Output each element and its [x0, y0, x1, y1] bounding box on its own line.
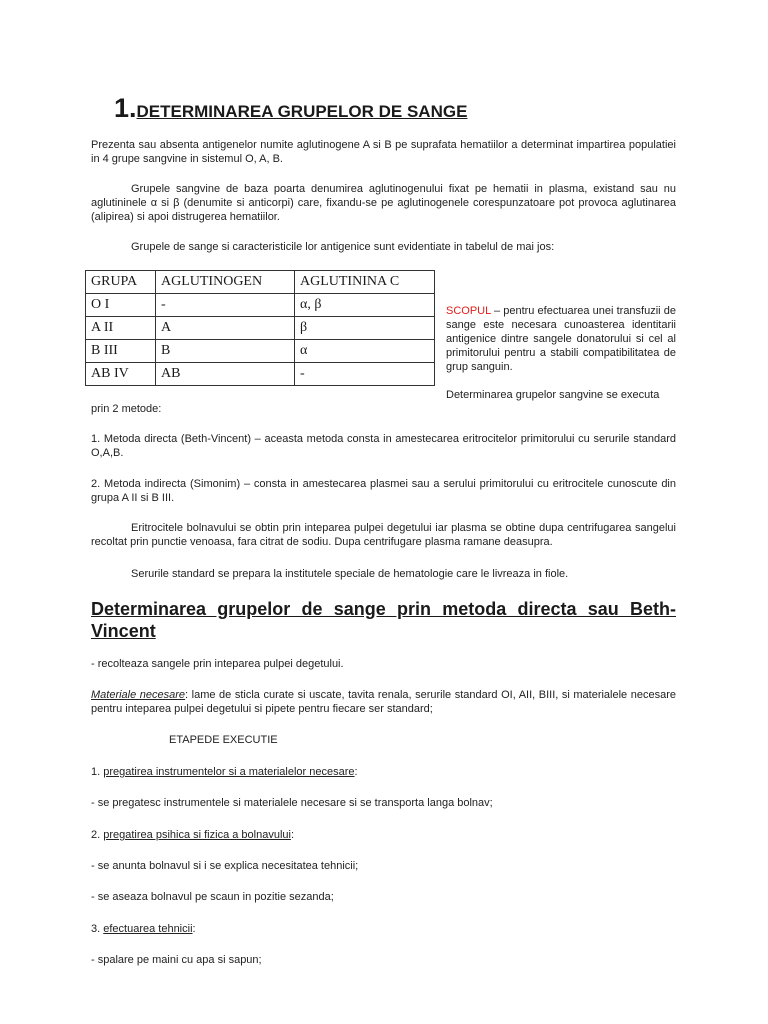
step-1-text: - se pregatesc instrumentele si materialele necesare si se transporta langa bolnav;	[91, 797, 493, 809]
step-2-number: 2.	[91, 829, 104, 841]
method-directa: 1. Metoda directa (Beth-Vincent) – aceasta metoda consta in amestecarea eritrocitelor primitorului cu serurile standard O,A,B.	[91, 433, 676, 459]
table-cell: AB IV	[86, 363, 156, 386]
step-3-label: efectuarea tehnicii	[103, 923, 193, 935]
title-number: 1.	[114, 93, 137, 123]
steps-title: ETAPEDE EXECUTIE	[169, 734, 278, 746]
intro-paragraph-3: Grupele de sange si caracteristicile lor antigenice sunt evidentiate in tabelul de mai jos:	[131, 241, 555, 253]
table-row	[86, 363, 435, 386]
table-cell: -	[295, 363, 435, 386]
table-row	[86, 340, 435, 363]
table-header-cell: GRUPA	[86, 271, 156, 294]
materials-paragraph	[91, 688, 676, 716]
table-row	[86, 294, 435, 317]
table-cell: O I	[86, 294, 156, 317]
note-eritrocite: Eritrocitele bolnavului se obtin prin inteparea pulpei degetului iar plasma se obtine dupa centrifugarea sangelui recoltat prin punctie venoasa, fara citrat de sodiu. Dupa centrifugare plasma ramane deasupra.	[91, 522, 676, 548]
materials-label: Materiale necesare	[91, 689, 186, 701]
table-header-row	[86, 271, 435, 294]
table-cell: AB	[156, 363, 295, 386]
intro-paragraph-2: Grupele sangvine de baza poarta denumirea aglutinogenului fixat pe hematii in plasma, existand sau nu aglutininele α si β (denumite si anticorpi) care, fixandu-se pe aglutinogenele corespunzatoare pot provoca aglutinarea (alipirea) si apoi distrugerea hematiilor.	[91, 183, 676, 223]
table-cell: B III	[86, 340, 156, 363]
methods-intro-part1: Determinarea grupelor sangvine se executa	[446, 389, 660, 401]
section-heading: Determinarea grupelor de sange prin metoda directa sau Beth-Vincent	[91, 599, 676, 641]
step-3-heading	[91, 922, 676, 936]
step-1-number: 1.	[91, 766, 104, 778]
table-cell: α	[295, 340, 435, 363]
blood-groups-table	[85, 270, 435, 386]
step-3-number: 3.	[91, 923, 104, 935]
step-1-heading	[91, 765, 676, 779]
title-text: DETERMINAREA GRUPELOR DE SANGE	[136, 102, 468, 121]
page-title	[114, 88, 467, 125]
step-1-label: pregatirea instrumentelor si a materialelor necesare	[103, 766, 355, 778]
methods-intro-part2: prin 2 metode:	[91, 403, 162, 415]
step-2-label: pregatirea psihica si fizica a bolnavului	[103, 829, 291, 841]
table-header-cell: AGLUTINOGEN	[156, 271, 295, 294]
step-3-text: - spalare pe maini cu apa si sapun;	[91, 954, 262, 966]
intro-paragraph-1: Prezenta sau absenta antigenelor numite aglutinogene A si B pe suprafata hematiilor a determinat impartirea populatiei in 4 grupe sangvine in sistemul O, A, B.	[91, 139, 676, 165]
step-2-colon: :	[290, 829, 295, 841]
table-cell: A	[156, 317, 295, 340]
scopul-paragraph	[446, 304, 676, 374]
step-2-heading	[91, 828, 676, 842]
step-3-colon: :	[192, 923, 196, 935]
step-1-colon: :	[354, 766, 358, 778]
table-row	[86, 317, 435, 340]
step-2-item: - se aseaza bolnavul pe scaun in pozitie sezanda;	[91, 891, 334, 903]
table-cell: β	[295, 317, 435, 340]
scopul-text: – pentru efectuarea unei transfuzii de sange este necesara cunoasterea identitarii antigenice dintre sangele donatorului si cel al primitorului pentru a stabili compatibilitatea de grup sanguin.	[446, 305, 676, 373]
collect-text: - recolteaza sangele prin inteparea pulpei degetului.	[91, 658, 344, 670]
table-cell: α, β	[295, 294, 435, 317]
table-header-cell: AGLUTININA C	[295, 271, 435, 294]
note-seruri: Serurile standard se prepara la institutele speciale de hematologie care le livreaza in fiole.	[131, 568, 569, 580]
table-cell: B	[156, 340, 295, 363]
scopul-label: SCOPUL	[446, 305, 491, 317]
table-cell: -	[156, 294, 295, 317]
table-cell: A II	[86, 317, 156, 340]
materials-text: : lame de sticla curate si uscate, tavita renala, serurile standard OI, AII, BIII, si materialele necesare pentru inteparea pulpei degetului si pipete pentru fiecare ser standard;	[91, 689, 676, 715]
step-2-item: - se anunta bolnavul si i se explica necesitatea tehnicii;	[91, 860, 359, 872]
method-indirecta: 2. Metoda indirecta (Simonim) – consta in amestecarea plasmei sau a serului primitorului cu eritrocitele cunoscute din grupa A II si B III.	[91, 478, 676, 504]
